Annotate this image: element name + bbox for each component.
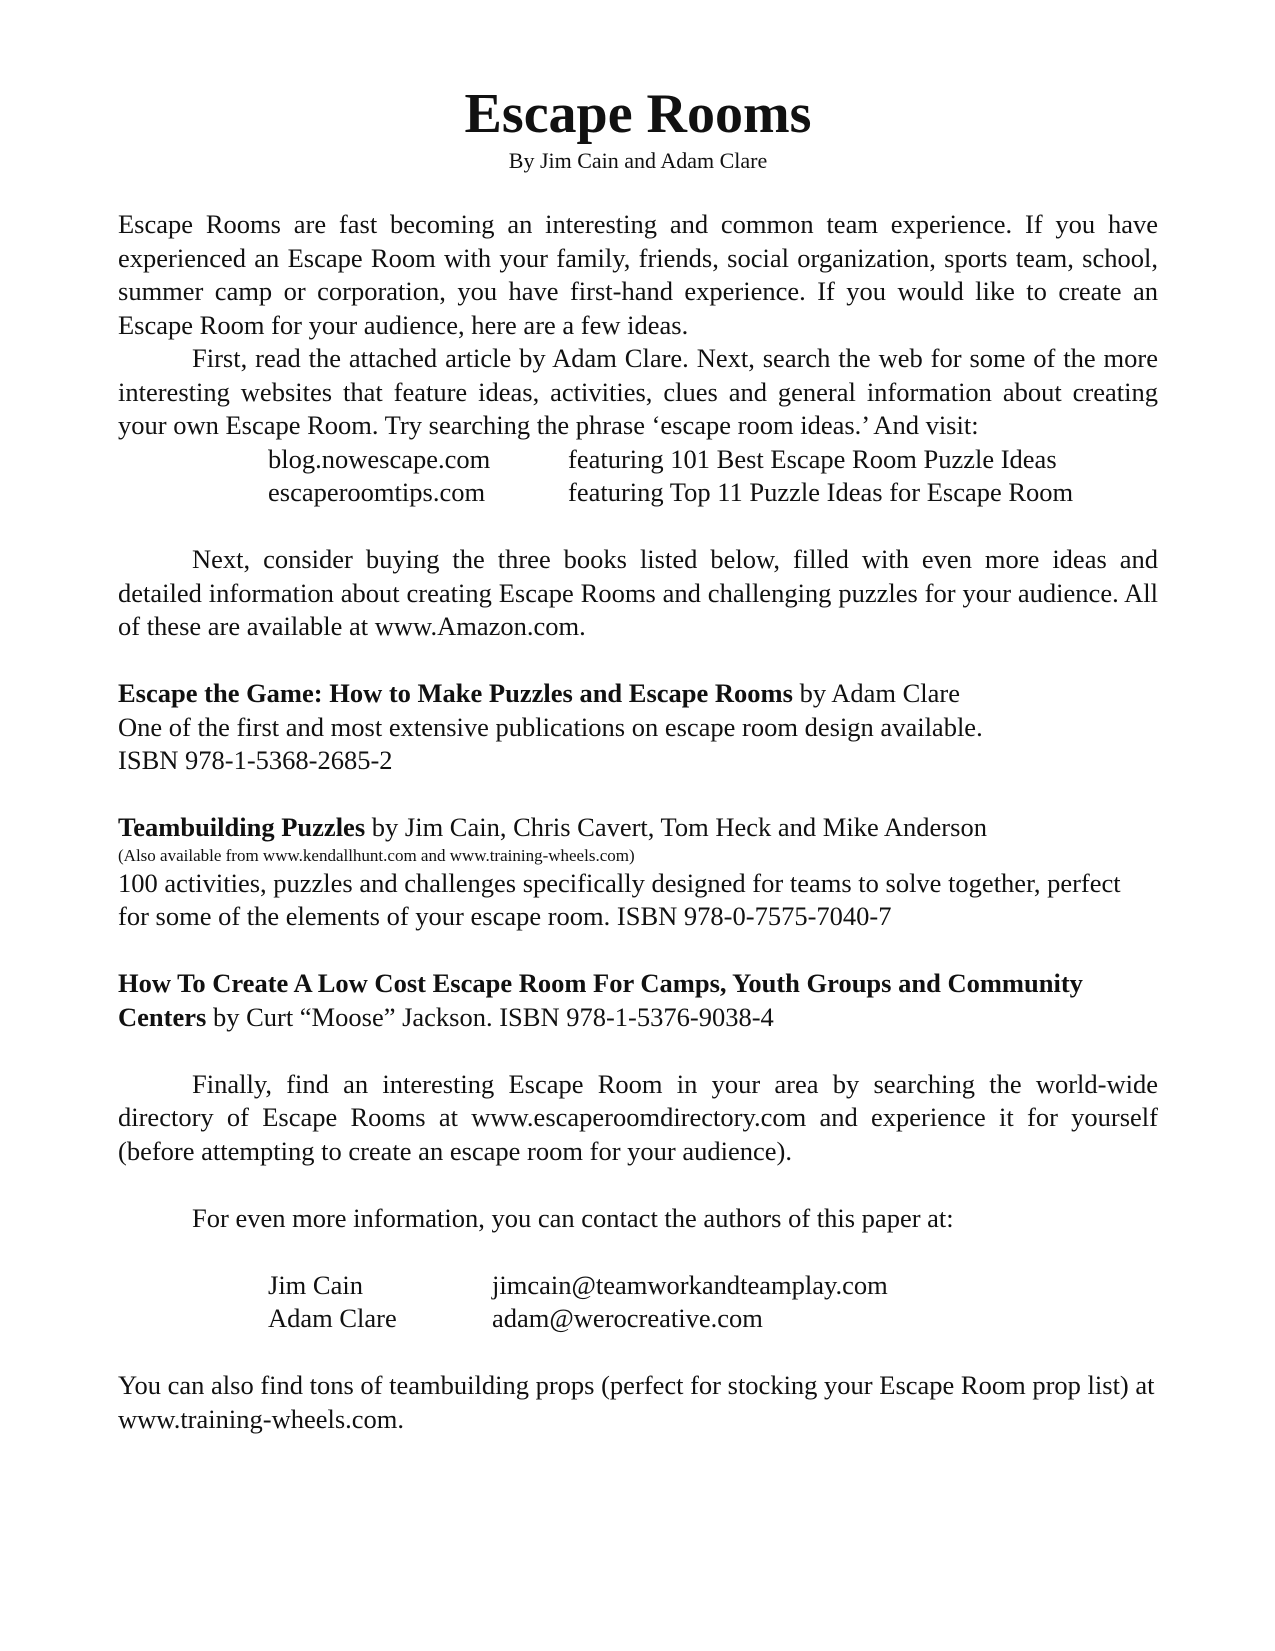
books-intro-paragraph: Next, consider buying the three books listed below, filled with even more ideas and detailed information about creating Escape Rooms and challenging puzzles for your audience. All of these are available at www.Amazon.com. [118,544,1158,641]
website-list [118,443,1158,510]
website-name: blog.nowescape.com [268,443,491,474]
website-row [118,476,1158,510]
contact-name: Adam Clare [268,1303,397,1333]
book-availability-note: (Also available from www.kendallhunt.com and www.training-wheels.com) [118,845,635,865]
contact-list [118,1269,1158,1336]
contact-email: adam@werocreative.com [492,1303,763,1333]
contact-email: jimcain@teamworkandteamplay.com [492,1269,888,1300]
book-entry-2 [118,811,1158,934]
website-description: featuring Top 11 Puzzle Ideas for Escape Room [568,477,1074,507]
contact-name: Jim Cain [268,1269,363,1300]
contact-intro: For even more information, you can contact the authors of this paper at: [192,1202,954,1233]
closing-paragraph: You can also find tons of teambuilding props (perfect for stocking your Escape Room prop list) at www.training-wheels.com. [118,1370,1155,1434]
book-author: by Jim Cain, Chris Cavert, Tom Heck and Mike Anderson [365,812,987,842]
book-title: Escape the Game: How to Make Puzzles and Escape Rooms [118,678,793,708]
book-entry-3 [118,967,1158,1034]
intro-paragraph: Escape Rooms are fast becoming an interesting and common team experience. If you have experienced an Escape Room with your family, friends, social organization, sports team, school, summer camp or corporation, you have first-hand experience. If you would like to create an Escape Room for your audience, here are a few ideas. [118,209,1158,340]
book-author: by Adam Clare [792,678,961,708]
byline: By Jim Cain and Adam Clare [508,148,768,173]
book-title: Teambuilding Puzzles [118,812,366,842]
contact-row [118,1302,1158,1336]
book-title: How To Create A Low Cost Escape Room For Camps, Youth Groups and Community Centers [118,968,1083,1032]
website-name: escaperoomtips.com [268,477,486,507]
website-row [118,443,1158,477]
page-title: Escape Rooms [464,83,812,145]
directory-paragraph: Finally, find an interesting Escape Room in your area by searching the world-wide directory of Escape Rooms at www.escaperoomdirectory.com and experience it for yourself (before attempting to create an escape room for your audience). [118,1068,1158,1166]
website-description: featuring 101 Best Escape Room Puzzle Ideas [568,443,1057,474]
contact-row [118,1269,1158,1303]
search-paragraph: First, read the attached article by Adam Clare. Next, search the web for some of the more interesting websites that feature ideas, activities, clues and general information about creating your own Escape Room. Try searching the phrase ‘escape room ideas.’ And visit: [118,343,1158,440]
book-entry-1 [118,677,1158,778]
book-isbn: ISBN 978-1-5368-2685-2 [118,745,393,775]
document-page [118,82,1158,1436]
book-description: One of the first and most extensive publications on escape room design available. [118,711,983,742]
book-description: 100 activities, puzzles and challenges specifically designed for teams to solve together, perfect for some of the elements of your escape room. ISBN 978-0-7575-7040-7 [118,867,1121,931]
book-author: by Curt “Moose” Jackson. ISBN 978-1-5376-9038-4 [206,1001,774,1032]
